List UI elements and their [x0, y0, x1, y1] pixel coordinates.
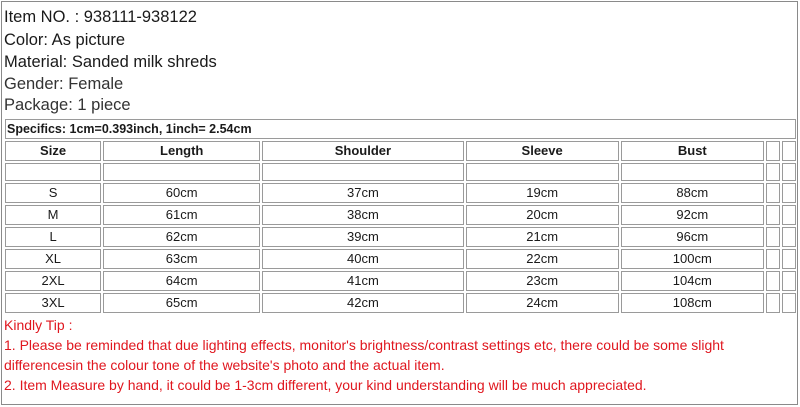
- cell-shoulder: 42cm: [262, 293, 463, 313]
- cell-sleeve: 19cm: [466, 183, 619, 203]
- cell-sleeve: 24cm: [466, 293, 619, 313]
- cell-sleeve: 23cm: [466, 271, 619, 291]
- cell-length: 61cm: [103, 205, 260, 225]
- header-extra-2: [782, 141, 796, 161]
- cell-bust: 108cm: [621, 293, 764, 313]
- blank-row: [5, 163, 796, 181]
- cell-extra: [782, 271, 796, 291]
- item-package: Package: 1 piece: [4, 96, 131, 114]
- item-number: Item NO. : 938111-938122: [4, 8, 197, 26]
- cell-bust: 96cm: [621, 227, 764, 247]
- cell-length: 63cm: [103, 249, 260, 269]
- cell-size: 3XL: [5, 293, 101, 313]
- cell-size: L: [5, 227, 101, 247]
- cell-length: 65cm: [103, 293, 260, 313]
- cell-size: 2XL: [5, 271, 101, 291]
- cell-shoulder: 37cm: [262, 183, 463, 203]
- cell-extra: [766, 227, 780, 247]
- cell-size: M: [5, 205, 101, 225]
- table-row: [5, 271, 796, 291]
- tip-title: Kindly Tip :: [4, 317, 73, 333]
- cell-extra: [782, 183, 796, 203]
- item-gender: Gender: Female: [4, 75, 124, 93]
- item-material: Material: Sanded milk shreds: [4, 53, 217, 71]
- table-row: [5, 227, 796, 247]
- cell-bust: 104cm: [621, 271, 764, 291]
- cell-bust: 88cm: [621, 183, 764, 203]
- cell-extra: [766, 293, 780, 313]
- tip-line-2: differencesin the colour tone of the website's photo and the actual item.: [4, 357, 445, 373]
- table-row: [5, 205, 796, 225]
- tip-line-3: 2. Item Measure by hand, it could be 1-3cm different, your kind understanding will be much appreciated.: [4, 377, 647, 393]
- cell-shoulder: 38cm: [262, 205, 463, 225]
- cell-size: S: [5, 183, 101, 203]
- blank-cell: [466, 163, 619, 181]
- cell-length: 64cm: [103, 271, 260, 291]
- item-color: Color: As picture: [4, 31, 126, 49]
- cell-length: 60cm: [103, 183, 260, 203]
- cell-sleeve: 21cm: [466, 227, 619, 247]
- blank-cell: [766, 163, 780, 181]
- product-spec-sheet: [1, 1, 798, 405]
- cell-extra: [782, 293, 796, 313]
- blank-cell: [262, 163, 463, 181]
- cell-bust: 92cm: [621, 205, 764, 225]
- header-size: Size: [5, 141, 101, 161]
- cell-shoulder: 40cm: [262, 249, 463, 269]
- cell-size: XL: [5, 249, 101, 269]
- cell-extra: [782, 249, 796, 269]
- size-chart-table: [3, 117, 798, 315]
- kindly-tip-notes: [4, 315, 798, 395]
- header-bust: Bust: [621, 141, 764, 161]
- cell-sleeve: 20cm: [466, 205, 619, 225]
- blank-cell: [5, 163, 101, 181]
- header-length: Length: [103, 141, 260, 161]
- cell-extra: [766, 183, 780, 203]
- cell-shoulder: 39cm: [262, 227, 463, 247]
- table-row: [5, 293, 796, 313]
- header-shoulder: Shoulder: [262, 141, 463, 161]
- cell-extra: [766, 205, 780, 225]
- blank-cell: [621, 163, 764, 181]
- specifics-row: Specifics: 1cm=0.393inch, 1inch= 2.54cm: [5, 119, 796, 139]
- table-row: [5, 249, 796, 269]
- table-row: [5, 183, 796, 203]
- cell-extra: [782, 205, 796, 225]
- blank-cell: [103, 163, 260, 181]
- header-extra-1: [766, 141, 780, 161]
- tip-line-1: 1. Please be reminded that due lighting effects, monitor's brightness/contrast settings etc, there could be some slight: [4, 337, 724, 353]
- blank-cell: [782, 163, 796, 181]
- cell-extra: [766, 249, 780, 269]
- cell-extra: [766, 271, 780, 291]
- header-sleeve: Sleeve: [466, 141, 619, 161]
- cell-length: 62cm: [103, 227, 260, 247]
- cell-bust: 100cm: [621, 249, 764, 269]
- cell-extra: [782, 227, 796, 247]
- cell-shoulder: 41cm: [262, 271, 463, 291]
- table-header-row: [5, 141, 796, 161]
- cell-sleeve: 22cm: [466, 249, 619, 269]
